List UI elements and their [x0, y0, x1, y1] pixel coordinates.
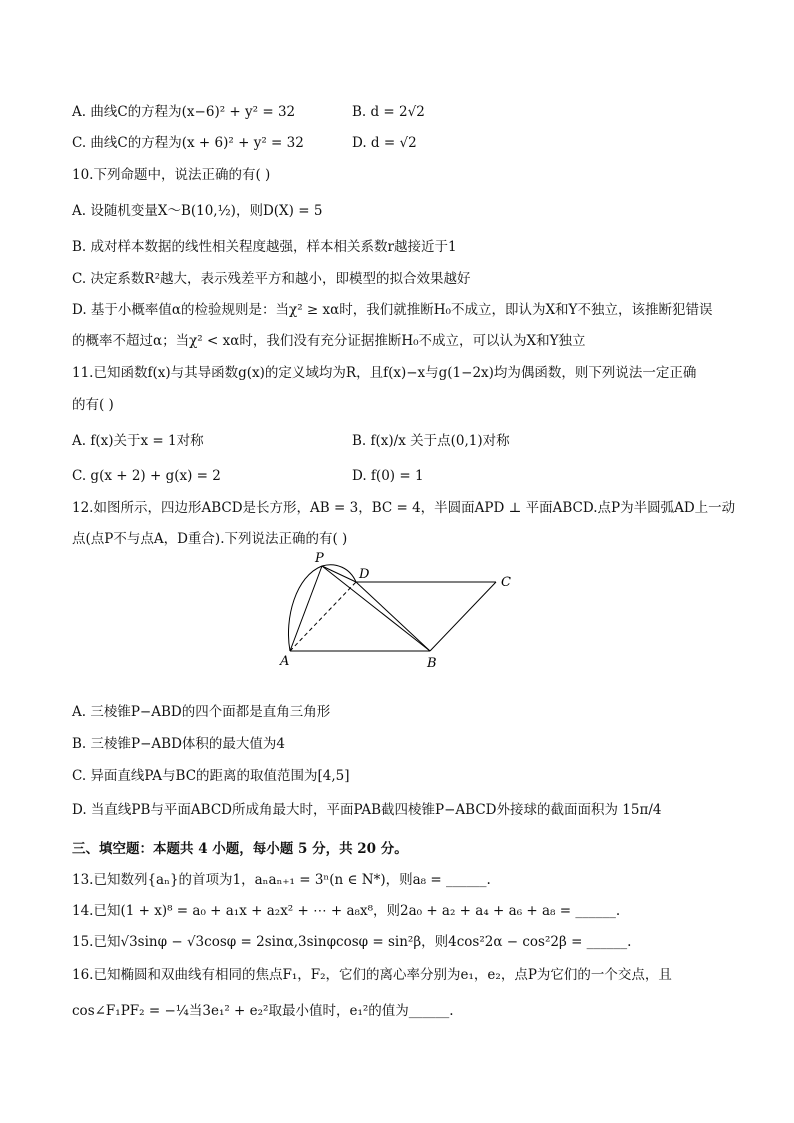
q10-option-c: C. 决定系数R²越大，表示残差平方和越小，即模型的拟合效果越好 — [72, 271, 471, 287]
q11-option-a: A. f(x)关于x = 1对称 — [72, 433, 204, 449]
q10-option-a: A. 设随机变量X～B(10,½)，则D(X) = 5 — [72, 203, 323, 219]
section-title-fill-in: 三、填空题：本题共 4 小题，每小题 5 分，共 20 分。 — [72, 841, 408, 857]
q12-stem-line1: 12.如图所示，四边形ABCD是长方形，AB = 3，BC = 4，半圆面APD ⊥ 平面ABCD.点P为半圆弧AD上一动 — [72, 500, 736, 516]
label-b: B — [427, 656, 437, 671]
label-p: P — [315, 551, 324, 566]
q12-option-a: A. 三棱锥P−ABD的四个面都是直角三角形 — [72, 704, 331, 720]
q11-stem-line1: 11.已知函数f(x)与其导函数g(x)的定义域均为R，且f(x)−x与g(1−2x)均为偶函数，则下列说法一定正确 — [72, 365, 697, 381]
q12-figure — [270, 548, 530, 676]
q14-text: 14.已知(1 + x)⁸ = a₀ + a₁x + a₂x² + ⋯ + a₈x⁸，则2a₀ + a₂ + a₄ + a₆ + a₈ = ______. — [72, 903, 621, 919]
q10-option-b: B. 成对样本数据的线性相关程度越强，样本相关系数r越接近于1 — [72, 239, 457, 255]
label-a: A — [280, 654, 290, 669]
q12-option-d: D. 当直线PB与平面ABCD所成角最大时，平面PAB截四棱锥P−ABCD外接球的截面面积为 15π/4 — [72, 802, 662, 818]
q10-option-d-line2: 的概率不超过α；当χ² < xα时，我们没有充分证据推断H₀不成立，可以认为X和Y独立 — [72, 333, 586, 349]
q9-option-c: C. 曲线C的方程为(x + 6)² + y² = 32 — [72, 135, 304, 151]
q10-option-d-line1: D. 基于小概率值α的检验规则是：当χ² ≥ xα时，我们就推断H₀不成立，即认为X和Y不独立，该推断犯错误 — [72, 302, 713, 318]
label-d: D — [359, 567, 370, 582]
q11-option-c: C. g(x + 2) + g(x) = 2 — [72, 468, 221, 484]
q9-option-a: A. 曲线C的方程为(x−6)² + y² = 32 — [72, 104, 296, 120]
edge-pb — [322, 566, 430, 651]
q9-option-d: D. d = √2 — [352, 135, 417, 151]
edge-bc — [430, 582, 496, 651]
edge-pa — [290, 566, 322, 651]
q11-stem-line2: 的有( ) — [72, 397, 114, 413]
q12-stem-line2: 点(点P不与点A，D重合).下列说法正确的有( ) — [72, 531, 348, 547]
label-c: C — [501, 575, 511, 590]
q12-option-c: C. 异面直线PA与BC的距离的取值范围为[4,5] — [72, 768, 350, 784]
q16-line1: 16.已知椭圆和双曲线有相同的焦点F₁，F₂，它们的离心率分别为e₁，e₂，点P为它们的一个交点，且 — [72, 967, 672, 983]
q10-stem: 10.下列命题中，说法正确的有( ) — [72, 167, 271, 183]
q13-text: 13.已知数列{aₙ}的首项为1，aₙaₙ₊₁ = 3ⁿ(n ∈ N*)，则a₈ = ______. — [72, 872, 491, 888]
q16-line2: cos∠F₁PF₂ = −¼当3e₁² + e₂²取最小值时，e₁²的值为______. — [72, 1003, 454, 1019]
edge-ad-hidden — [290, 582, 356, 651]
q12-option-b: B. 三棱锥P−ABD体积的最大值为4 — [72, 736, 285, 752]
q11-option-d: D. f(0) = 1 — [352, 468, 424, 484]
q9-option-b: B. d = 2√2 — [352, 104, 425, 120]
q15-text: 15.已知√3sinφ − √3cosφ = 2sinα,3sinφcosφ = sin²β，则4cos²2α − cos²2β = ______. — [72, 934, 632, 950]
q11-option-b: B. f(x)/x 关于点(0,1)对称 — [352, 433, 510, 449]
edge-bd — [356, 582, 430, 651]
